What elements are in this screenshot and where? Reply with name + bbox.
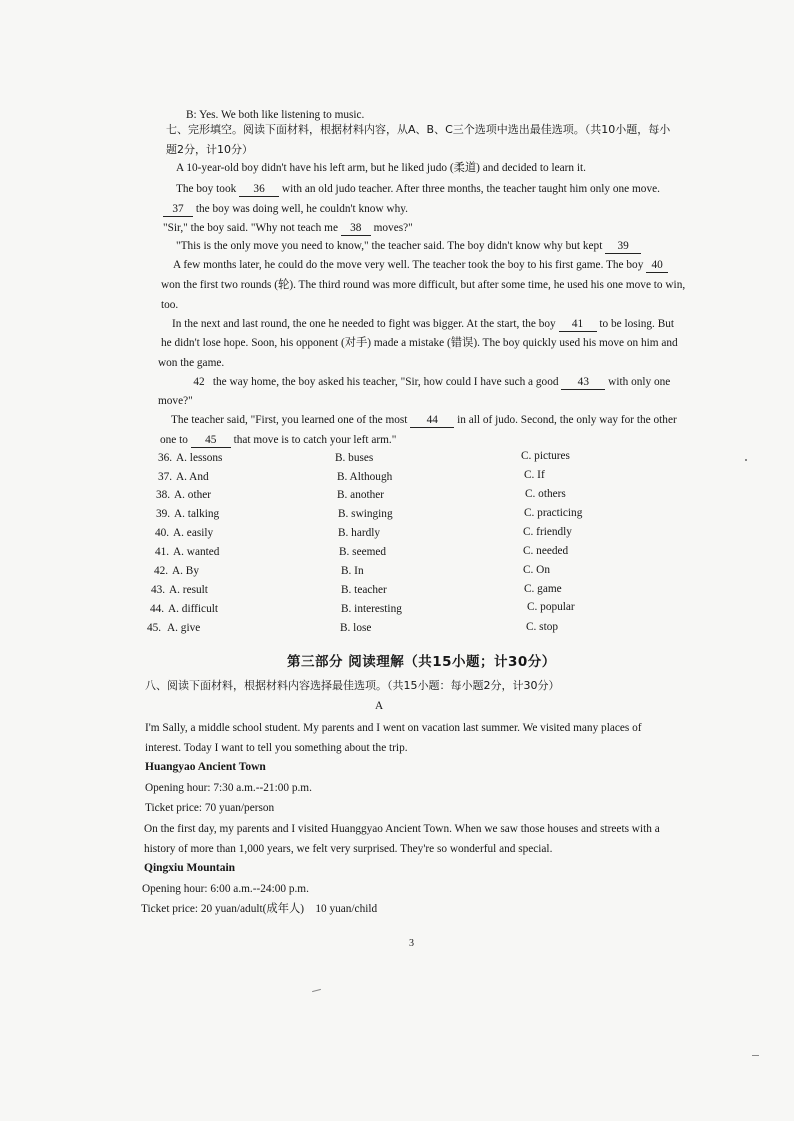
blank-44: 44	[410, 413, 454, 428]
option-a: A. other	[174, 489, 212, 501]
cloze-text: The teacher said, "First, you learned one of the most	[171, 414, 408, 426]
blank-40: 40	[646, 258, 668, 273]
part3-title: 第三部分 阅读理解（共15小题；计30分）	[287, 654, 556, 670]
option-c: C. practicing	[524, 507, 583, 519]
cloze-text: "This is the only move you need to know," the teacher said. The boy didn't know why but kept	[176, 240, 603, 252]
passage-paragraph: history of more than 1,000 years, we felt very surprised. They're so wonderful and special.	[144, 843, 553, 855]
option-c: C. others	[525, 488, 566, 500]
cloze-text: the boy was doing well, he couldn't know why.	[195, 203, 408, 215]
blank-39: 39	[605, 239, 641, 254]
option-c: C. popular	[527, 601, 575, 613]
page-number: 3	[409, 938, 414, 949]
passage-paragraph: interest. Today I want to tell you something about the trip.	[145, 742, 408, 754]
passage-paragraph: On the first day, my parents and I visited Huanggyao Ancient Town. When we saw those houses and streets with a	[144, 823, 660, 835]
blank-37: 37	[163, 202, 193, 217]
cloze-text: moves?"	[373, 222, 413, 234]
option-number: 36.	[158, 452, 173, 464]
place-heading: Qingxiu Mountain	[144, 862, 236, 874]
blank-36: 36	[239, 182, 279, 197]
previous-answer-line: B: Yes. We both like listening to music.	[186, 109, 365, 121]
cloze-paragraph	[163, 202, 408, 217]
cloze-paragraph	[188, 375, 670, 390]
blank-41: 41	[559, 317, 597, 332]
cloze-text: to be losing. But	[599, 318, 675, 330]
option-b: B. swinging	[338, 508, 393, 520]
option-c: C. game	[524, 583, 562, 595]
option-number: 42.	[154, 565, 169, 577]
option-c: C. stop	[526, 621, 559, 633]
cloze-paragraph: won the game.	[158, 357, 225, 369]
cloze-paragraph: A 10-year-old boy didn't have his left arm, but he liked judo (柔道) and decided to learn it.	[176, 162, 586, 174]
option-c: C. pictures	[521, 450, 570, 462]
option-c: C. needed	[523, 545, 569, 557]
option-b: B. buses	[335, 452, 374, 464]
option-c: C. If	[524, 469, 545, 481]
cloze-text: with only one	[608, 376, 671, 388]
option-b: B. hardly	[338, 527, 381, 539]
cloze-paragraph	[163, 221, 413, 236]
cloze-instruction: 七、完形填空。阅读下面材料，根据材料内容，从A、B、C三个选项中选出最佳选项。（共10小题，每小	[166, 123, 671, 136]
scan-mark	[752, 1055, 759, 1056]
blank-45: 45	[191, 433, 231, 448]
cloze-paragraph	[176, 239, 641, 254]
option-c: C. friendly	[523, 526, 572, 538]
opening-hours: Opening hour: 7:30 a.m.--21:00 p.m.	[145, 782, 312, 794]
scan-mark	[745, 459, 747, 461]
option-b: B. seemed	[339, 546, 387, 558]
option-a: A. difficult	[168, 603, 218, 615]
option-a: A. lessons	[176, 452, 223, 464]
option-a: A. By	[172, 565, 199, 577]
option-a: A. easily	[173, 527, 214, 539]
cloze-text: in all of judo. Second, the only way for the other	[457, 414, 677, 426]
option-number: 39.	[156, 508, 171, 520]
option-b: B. Although	[337, 471, 393, 483]
blank-42: 42	[193, 376, 205, 388]
cloze-paragraph: won the first two rounds (轮). The third round was more difficult, but after some time, he used his one move to win,	[161, 279, 686, 291]
option-a: A. result	[169, 584, 208, 596]
blank-38: 38	[341, 221, 371, 236]
passage-paragraph: I'm Sally, a middle school student. My parents and I went on vacation last summer. We visited many places of	[145, 722, 642, 734]
option-number: 43.	[151, 584, 166, 596]
passage-label: A	[375, 700, 384, 712]
opening-hours: Opening hour: 6:00 a.m.--24:00 p.m.	[142, 883, 309, 895]
option-b: B. In	[341, 565, 364, 577]
option-b: B. interesting	[341, 603, 402, 615]
option-number: 41.	[155, 546, 170, 558]
option-number: 45.	[147, 622, 162, 634]
option-number: 38.	[156, 489, 171, 501]
option-a: A. And	[176, 471, 209, 483]
option-a: A. talking	[174, 508, 220, 520]
reading-instruction: 八、阅读下面材料，根据材料内容选择最佳选项。（共15小题：每小题2分，计30分）	[145, 679, 560, 692]
cloze-paragraph	[176, 182, 660, 197]
cloze-paragraph: move?"	[158, 395, 193, 407]
blank-43: 43	[561, 375, 605, 390]
cloze-paragraph	[160, 433, 396, 448]
place-heading: Huangyao Ancient Town	[145, 761, 266, 773]
option-b: B. teacher	[341, 584, 387, 596]
option-b: B. lose	[340, 622, 372, 634]
option-c: C. On	[523, 564, 550, 576]
cloze-text: "Sir," the boy said. "Why not teach me	[163, 222, 338, 234]
option-number: 44.	[150, 603, 165, 615]
option-a: A. give	[167, 622, 201, 634]
option-number: 40.	[155, 527, 170, 539]
cloze-text: A few months later, he could do the move very well. The teacher took the boy to his first game. The boy	[173, 259, 644, 271]
option-b: B. another	[337, 489, 385, 501]
cloze-paragraph: he didn't lose hope. Soon, his opponent (对手) made a mistake (错误). The boy quickly used his move on him and	[161, 337, 678, 349]
scan-mark	[312, 989, 321, 992]
cloze-text: The boy took	[176, 183, 237, 195]
option-number: 37.	[158, 471, 173, 483]
cloze-paragraph	[173, 258, 668, 273]
cloze-text: that move is to catch your left arm."	[233, 434, 397, 446]
ticket-price: Ticket price: 70 yuan/person	[145, 802, 275, 814]
cloze-paragraph	[171, 413, 677, 428]
cloze-paragraph: too.	[161, 299, 179, 311]
cloze-text: the way home, the boy asked his teacher, "Sir, how could I have such a good	[212, 376, 559, 388]
cloze-instruction-cont: 题2分，计10分）	[166, 143, 253, 156]
cloze-paragraph	[172, 317, 674, 332]
cloze-text: one to	[160, 434, 188, 446]
option-a: A. wanted	[173, 546, 220, 558]
cloze-text: with an old judo teacher. After three months, the teacher taught him only one move.	[281, 183, 660, 195]
ticket-price: Ticket price: 20 yuan/adult(成年人) 10 yuan/child	[141, 903, 378, 915]
cloze-text: In the next and last round, the one he needed to fight was bigger. At the start, the boy	[172, 318, 556, 330]
